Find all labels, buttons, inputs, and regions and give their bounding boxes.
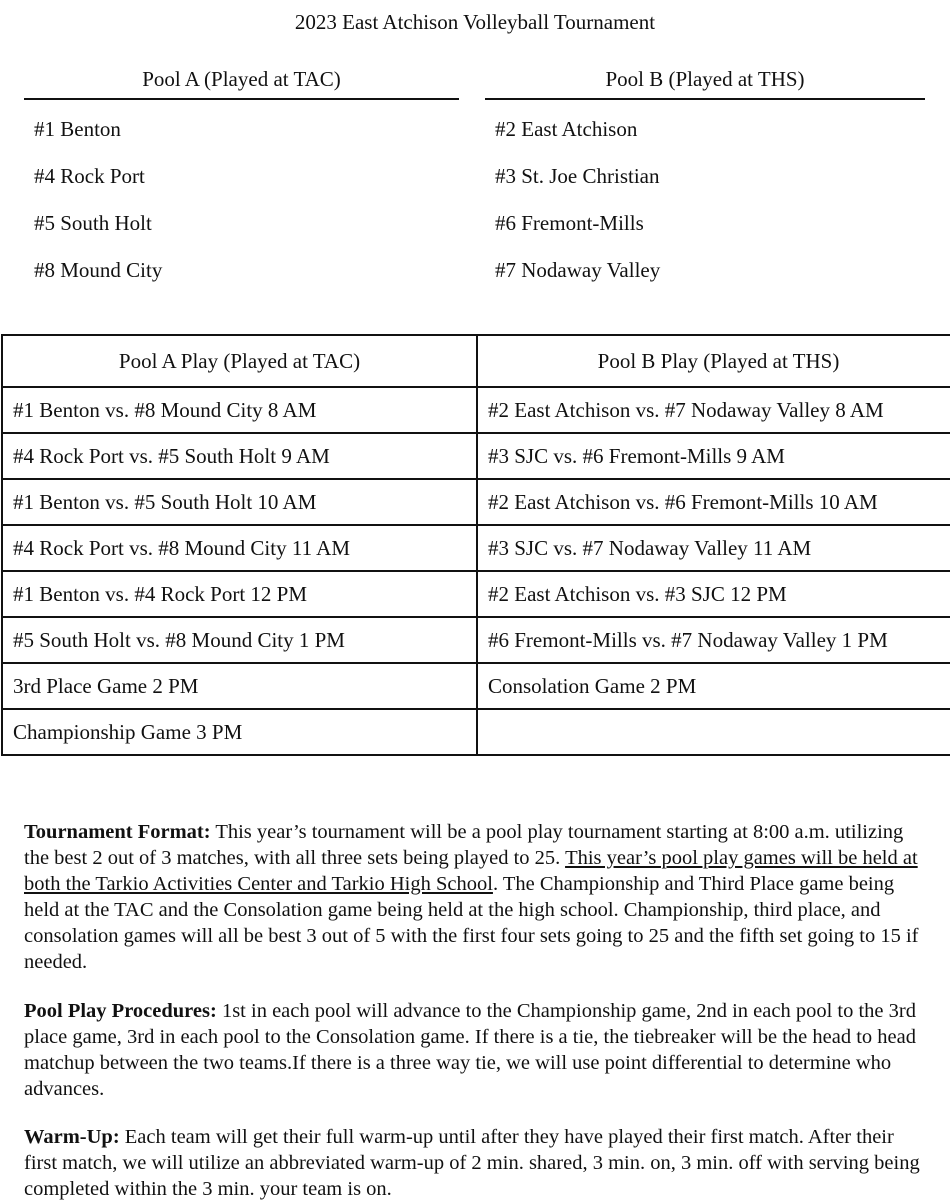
empty-cell — [477, 709, 950, 755]
pool-b-team: #3 St. Joe Christian — [495, 164, 660, 188]
table-row — [2, 479, 950, 525]
document-title: 2023 East Atchison Volleyball Tournament — [294, 10, 656, 34]
championship-game: Championship Game 3 PM — [2, 709, 477, 755]
table-row — [2, 525, 950, 571]
tournament-format-label: Tournament Format: — [24, 821, 211, 843]
pool-b-team: #2 East Atchison — [495, 117, 638, 141]
tournament-format-underlined-text: This year’s pool play games will be held at both the Tarkio Activities Center and Tarkio High School — [24, 847, 918, 895]
pool-b-match: #2 East Atchison vs. #3 SJC 12 PM — [477, 571, 950, 617]
warm-up-text: Each team will get their full warm-up until after they have played their first match. After their first match, we will utilize an abbreviated warm-up of 2 min. shared, 3 min. on, 3 min. off with serving being completed within the 3 min. your team is on. — [24, 1126, 920, 1200]
pool-a-team: #1 Benton — [34, 117, 121, 141]
pool-a-match: #1 Benton vs. #4 Rock Port 12 PM — [2, 571, 477, 617]
schedule-table — [1, 334, 950, 756]
pool-a-team: #8 Mound City — [34, 258, 163, 282]
table-row — [2, 663, 950, 709]
table-row — [2, 617, 950, 663]
pool-a-play-header: Pool A Play (Played at TAC) — [2, 335, 477, 387]
pool-b — [485, 64, 925, 294]
pool-b-match: #2 East Atchison vs. #6 Fremont-Mills 10 AM — [477, 479, 950, 525]
pool-a — [24, 64, 459, 294]
pool-b-team: #6 Fremont-Mills — [495, 211, 644, 235]
pool-a-match: #1 Benton vs. #5 South Holt 10 AM — [2, 479, 477, 525]
pool-a-match: #1 Benton vs. #8 Mound City 8 AM — [2, 387, 477, 433]
pool-a-heading: Pool A (Played at TAC) — [24, 64, 459, 100]
tournament-format-text-continued: . The Championship and Third Place game being held at the TAC and the Consolation game being held at the high school. Championship, third place, and consolation games will all be best 3 out of 5 with the first four sets going to 25 and the fifth set going to 15 if needed. — [24, 873, 919, 973]
table-row — [2, 433, 950, 479]
third-place-game: 3rd Place Game 2 PM — [2, 663, 477, 709]
pool-b-match: #3 SJC vs. #6 Fremont-Mills 9 AM — [477, 433, 950, 479]
warm-up-paragraph — [24, 1124, 929, 1202]
pool-play-procedures-label: Pool Play Procedures: — [24, 1000, 217, 1022]
pool-play-procedures-text: 1st in each pool will advance to the Championship game, 2nd in each pool to the 3rd place game, 3rd in each pool to the Consolation game. If there is a tie, the tiebreaker will be the head to head matchup between the two teams.If there is a three way tie, we will use point differential to determine who advances. — [24, 1000, 916, 1100]
table-row — [2, 387, 950, 433]
pool-b-match: #2 East Atchison vs. #7 Nodaway Valley 8 AM — [477, 387, 950, 433]
pool-b-heading: Pool B (Played at THS) — [485, 64, 925, 100]
table-row — [2, 709, 950, 755]
consolation-game: Consolation Game 2 PM — [477, 663, 950, 709]
pool-a-match: #4 Rock Port vs. #5 South Holt 9 AM — [2, 433, 477, 479]
pool-a-match: #5 South Holt vs. #8 Mound City 1 PM — [2, 617, 477, 663]
tournament-format-text: This year’s tournament will be a pool play tournament starting at 8:00 a.m. utilizing the best 2 out of 3 matches, with all three sets being played to 25. — [24, 821, 904, 869]
pool-play-procedures-paragraph — [24, 998, 929, 1102]
pool-b-match: #3 SJC vs. #7 Nodaway Valley 11 AM — [477, 525, 950, 571]
warm-up-label: Warm-Up: — [24, 1126, 120, 1148]
pool-b-team: #7 Nodaway Valley — [495, 258, 661, 282]
pool-a-team: #5 South Holt — [34, 211, 152, 235]
schedule-header-row — [2, 335, 950, 387]
pool-b-play-header: Pool B Play (Played at THS) — [477, 335, 950, 387]
table-row — [2, 571, 950, 617]
pool-a-team: #4 Rock Port — [34, 164, 145, 188]
pool-a-match: #4 Rock Port vs. #8 Mound City 11 AM — [2, 525, 477, 571]
tournament-format-paragraph — [24, 819, 929, 975]
pool-b-match: #6 Fremont-Mills vs. #7 Nodaway Valley 1 PM — [477, 617, 950, 663]
